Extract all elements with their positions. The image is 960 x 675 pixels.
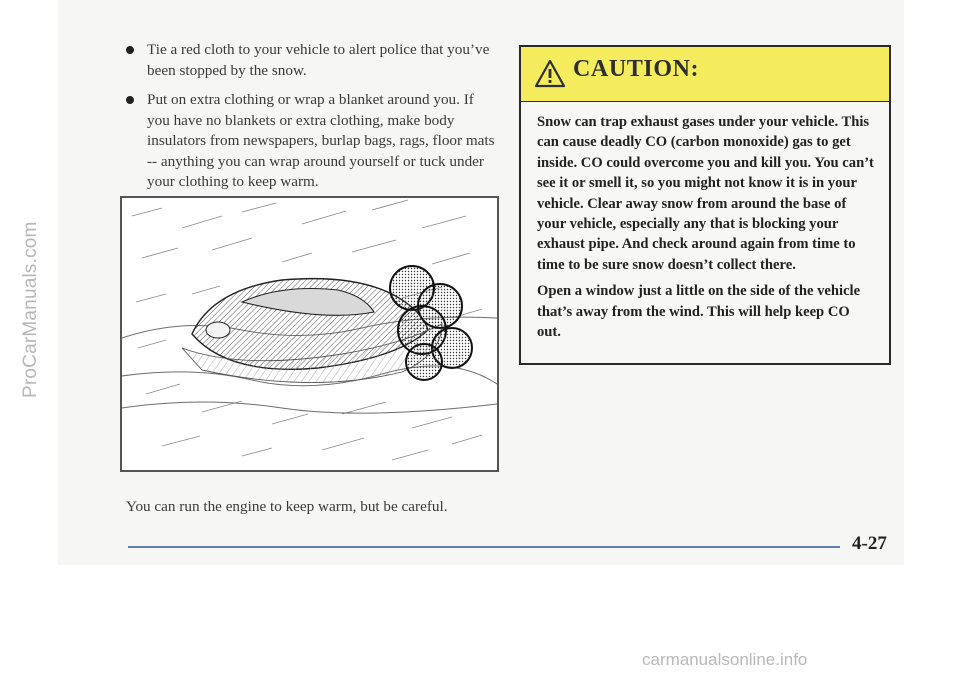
bullet-dot-icon: [126, 96, 134, 104]
caution-paragraph: Open a window just a little on the side of the vehicle that’s away from the wind. This will help keep CO out.: [537, 283, 861, 341]
caution-header: [521, 47, 889, 102]
bullet-item: [126, 40, 496, 81]
snowbound-car-illustration: [120, 196, 499, 472]
site-watermark: carmanualsonline.info: [642, 650, 808, 669]
caution-body: [521, 102, 889, 342]
side-watermark: ProCarManuals.com: [20, 221, 41, 398]
bullet-text: Tie a red cloth to your vehicle to alert police that you’ve been stopped by the snow.: [147, 41, 490, 79]
bullet-list: [126, 40, 496, 202]
engine-warmth-note: You can run the engine to keep warm, but be careful.: [126, 498, 448, 515]
caution-title: CAUTION:: [573, 56, 700, 82]
bullet-text: Put on extra clothing or wrap a blanket around you. If you have no blankets or extra clothing, make body insulators from newspapers, burlap bags, rags, floor mats -- anything you can wrap around yourself or tuck under your clothing to keep warm.: [147, 91, 495, 190]
caution-box: [519, 45, 891, 365]
page-number: 4-27: [852, 533, 887, 554]
bullet-dot-icon: [126, 46, 134, 54]
page-rule: [128, 546, 840, 548]
caution-paragraph: Snow can trap exhaust gases under your vehicle. This can cause deadly CO (carbon monoxide) gas to get inside. CO could overcome you and kill you. You can’t see it or smell it, so you might not know it is in your vehicle. Clear away snow from around the base of your vehicle, especially any that is blocking your exhaust pipe. And check around again from time to time to be sure snow doesn’t collect there.: [537, 114, 874, 273]
bullet-item: [126, 90, 496, 193]
warning-triangle-icon: [534, 59, 566, 88]
